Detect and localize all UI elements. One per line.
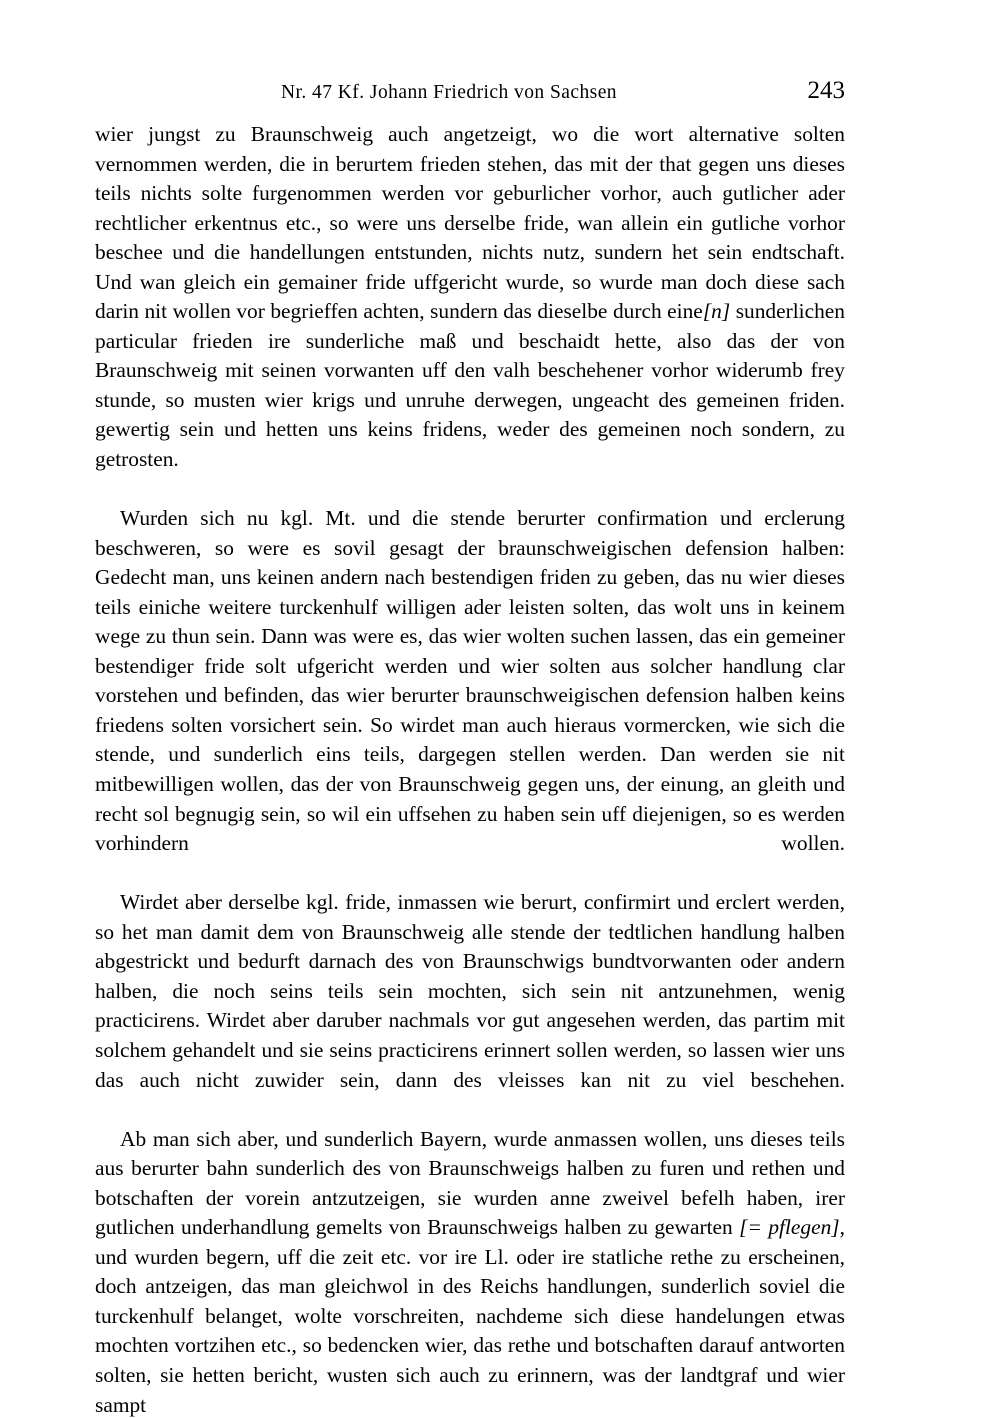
text-run: Wurden sich nu kgl. Mt. und die stende berurter confirmation und erclerung beschweren, so were es sovil gesagt der braunschweigischen defension halben: Gedecht man, uns keinen andern nach bestendigen friden zu geben, das nu wier dieses teils einiche weitere turckenhulf willigen ader leisten solten, das wolt uns in keinem wege zu thun sein. Dann was were es, das wier wolten suchen lassen, das ein gemeiner bestendiger fride solt ufgericht werden und wier solten aus solcher handlung clar vorstehen und befinden, das wier berurter braunschweigischen defension halben keins friedens solten vorsichert sein. So wirdet man auch hieraus vormercken, wie sich die stende, und sunderlich eins teils, dargegen stellen werden. Dan werden sie nit mitbewilligen wollen, das der von Braunschweig gegen uns, der einung, an gleith und recht sol begnugig sein, so wil ein uffsehen zu haben sein uff diejenigen, so es werden vorhindern wollen.	[95, 506, 845, 856]
paragraph	[95, 504, 845, 888]
text-run: Wirdet aber derselbe kgl. fride, inmassen wie berurt, confirmirt und erclert werden, so het man damit dem von Braunschweig alle stende der tedtlichen handlung halben abgestrickt und bedurft darnach des von Braunschwigs bundtvorwanten oder andern halben, die noch seins teils sein mochten, sich sein nit antzunehmen, wenig practicirens. Wirdet aber daruber nachmals vor gut angesehen werden, das partim mit solchem gehandelt und sie seins practicirens erinnert sollen werden, so lassen wier uns das auch nicht zuwider sein, dann des vleisses kan nit zu viel beschehen.	[95, 890, 845, 1092]
text-run: Ab man sich aber, und sunderlich Bayern, wurde anmassen wollen, uns dieses teils aus berurter bahn sunderlich des von Braunschweigs halben zu furen und rethen und botschaften der vorein antzutzeigen, sie wurden anne zweivel befelh haben, irer gutlichen underhandlung gemelts von Braunschweigs halben zu gewarten	[95, 1126, 845, 1240]
paragraph	[95, 888, 845, 1124]
paragraph	[95, 120, 845, 504]
text-run: sunderlichen particular frieden ire sunderliche maß und beschaidt hette, also das der von Braunschweig mit seinen vorwanten uff den valh beschehener vorhor widerumb frey stunde, so musten wier krigs und unruhe derwegen, ungeacht des gemeinen friden. gewertig sein und hetten uns keins fridens, weder des gemeinen noch sondern, zu getrosten.	[95, 299, 845, 472]
body-text	[95, 120, 845, 1418]
running-head-title: Nr. 47 Kf. Johann Friedrich von Sachsen	[281, 82, 617, 103]
editorial-insertion: [= pflegen]	[739, 1215, 840, 1240]
text-run: , und wurden begern, uff die zeit etc. vor ire Ll. oder ire statliche rethe zu erscheinen, doch antzeigen, das man gleichwol in des Reichs handlungen, sunderlich soviel die turckenhulf belanget, wolte vorschreiten, nachdeme sich diese handelungen etwas mochten vortzihen etc., so bedencken wier, das rethe und botschaften darauf antworten solten, sie hetten bericht, wusten sich auch zu erinnern, was der landtgraf und wier sampt	[95, 1215, 845, 1417]
paragraph	[95, 1125, 845, 1418]
editorial-insertion: [n]	[702, 299, 731, 324]
running-head	[95, 77, 845, 106]
page-number: 243	[807, 77, 845, 104]
text-run: wier jungst zu Braunschweig auch angetzeigt, wo die wort alternative solten vernommen werden, die in berurtem frieden stehen, das mit der that gegen uns dieses teils nichts solte furgenommen werden vor geburlicher vorhor, auch gutlicher ader rechtlicher erkentnus etc., so were uns derselbe fride, wan allein ein gutliche vorhor beschee und die handellungen entstunden, nichts nutz, sundern het sein endtschaft. Und wan gleich ein gemainer fride uffgericht wurde, so wurde man doch diese sach darin nit wollen vor begrieffen achten, sundern das dieselbe durch eine	[95, 122, 845, 324]
